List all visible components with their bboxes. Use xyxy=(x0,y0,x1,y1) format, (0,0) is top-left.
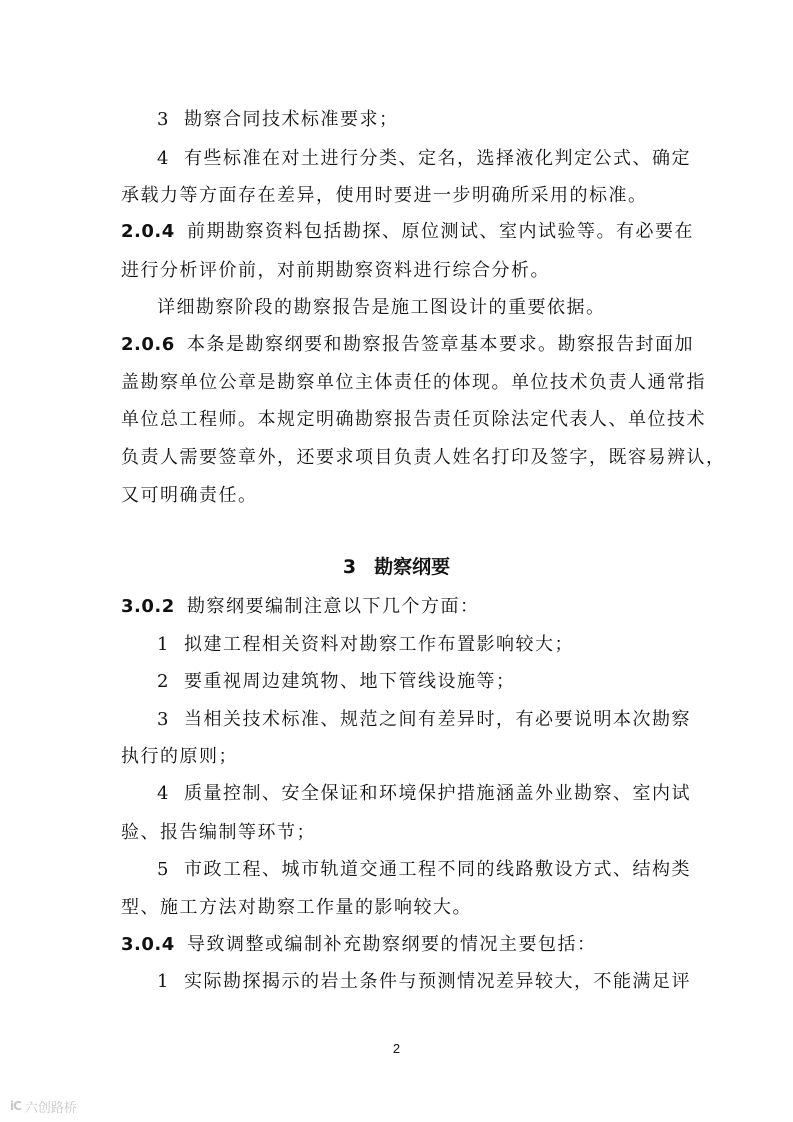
line-text: 当相关技术标准、规范之间有差异时，有必要说明本次勘察 xyxy=(184,709,691,730)
section-number: 3.0.2 xyxy=(121,596,175,617)
item-number: 4 xyxy=(157,148,170,169)
text-line xyxy=(157,630,673,660)
item-number: 1 xyxy=(157,971,170,992)
line-text: 执行的原则； xyxy=(121,746,238,767)
line-text: 负责人需要签章外，还要求项目负责人姓名打印及签字，既容易辨认， xyxy=(121,447,726,468)
text-line xyxy=(157,855,691,885)
line-text: 承载力等方面存在差异，使用时要进一步明确所采用的标准。 xyxy=(121,185,648,206)
item-number: 5 xyxy=(157,859,170,880)
section-number: 2.0.6 xyxy=(121,334,175,355)
line-text: 验、报告编制等环节； xyxy=(121,822,316,843)
chapter-title: 勘察纲要 xyxy=(374,556,451,578)
item-number: 4 xyxy=(157,783,170,804)
section-number: 3.0.4 xyxy=(121,934,175,955)
item-number: 2 xyxy=(157,671,170,692)
text-line xyxy=(121,217,694,247)
line-text: 进行分析评价前，对前期勘察资料进行综合分析。 xyxy=(121,260,550,281)
line-text: 实际勘探揭示的岩土条件与预测情况差异较大，不能满足评 xyxy=(184,971,691,992)
watermark xyxy=(10,1096,77,1116)
text-line xyxy=(157,705,691,735)
text-line xyxy=(121,368,706,398)
line-text: 盖勘察单位公章是勘察单位主体责任的体现。单位技术负责人通常指 xyxy=(121,372,706,393)
line-text: 型、施工方法对勘察工作量的影响较大。 xyxy=(121,897,472,918)
line-text: 单位总工程师。本规定明确勘察报告责任页除法定代表人、单位技术 xyxy=(121,409,706,430)
text-line xyxy=(157,105,673,135)
line-text: 有些标准在对土进行分类、定名，选择液化判定公式、确定 xyxy=(184,148,691,169)
text-line xyxy=(121,443,726,473)
line-text: 详细勘察阶段的勘察报告是施工图设计的重要依据。 xyxy=(157,297,606,318)
text-line xyxy=(157,779,691,809)
page-number: 2 xyxy=(392,1041,401,1056)
text-line xyxy=(121,818,673,848)
section-number: 2.0.4 xyxy=(121,221,175,242)
text-line xyxy=(121,481,673,511)
item-number: 3 xyxy=(157,709,170,730)
line-text: 勘察合同技术标准要求； xyxy=(184,109,399,130)
text-line xyxy=(121,930,673,960)
line-text: 质量控制、安全保证和环境保护措施涵盖外业勘察、室内试 xyxy=(184,783,691,804)
line-text: 导致调整或编制补充勘察纲要的情况主要包括： xyxy=(187,934,597,955)
line-text: 又可明确责任。 xyxy=(121,485,258,506)
line-text: 市政工程、城市轨道交通工程不同的线路敷设方式、结构类 xyxy=(184,859,691,880)
text-line xyxy=(121,742,673,772)
item-number: 3 xyxy=(157,109,170,130)
text-line xyxy=(157,967,691,997)
item-number: 1 xyxy=(157,634,170,655)
watermark-logo-icon: iC xyxy=(10,1099,21,1113)
chapter-heading xyxy=(0,552,793,582)
line-text: 要重视周边建筑物、地下管线设施等； xyxy=(184,671,516,692)
text-line xyxy=(121,256,673,286)
text-line xyxy=(121,592,673,622)
line-text: 拟建工程相关资料对勘察工作布置影响较大； xyxy=(184,634,574,655)
chapter-number: 3 xyxy=(342,556,357,578)
line-text: 本条是勘察纲要和勘察报告签章基本要求。勘察报告封面加 xyxy=(187,334,694,355)
text-line xyxy=(121,405,706,435)
watermark-text: 六创路桥 xyxy=(24,1100,77,1116)
text-line xyxy=(121,181,673,211)
text-line xyxy=(121,330,694,360)
line-text: 勘察纲要编制注意以下几个方面： xyxy=(187,596,480,617)
text-line xyxy=(157,667,673,697)
text-line xyxy=(121,893,673,923)
text-line xyxy=(157,144,691,174)
line-text: 前期勘察资料包括勘探、原位测试、室内试验等。有必要在 xyxy=(187,221,694,242)
text-line xyxy=(157,293,673,323)
